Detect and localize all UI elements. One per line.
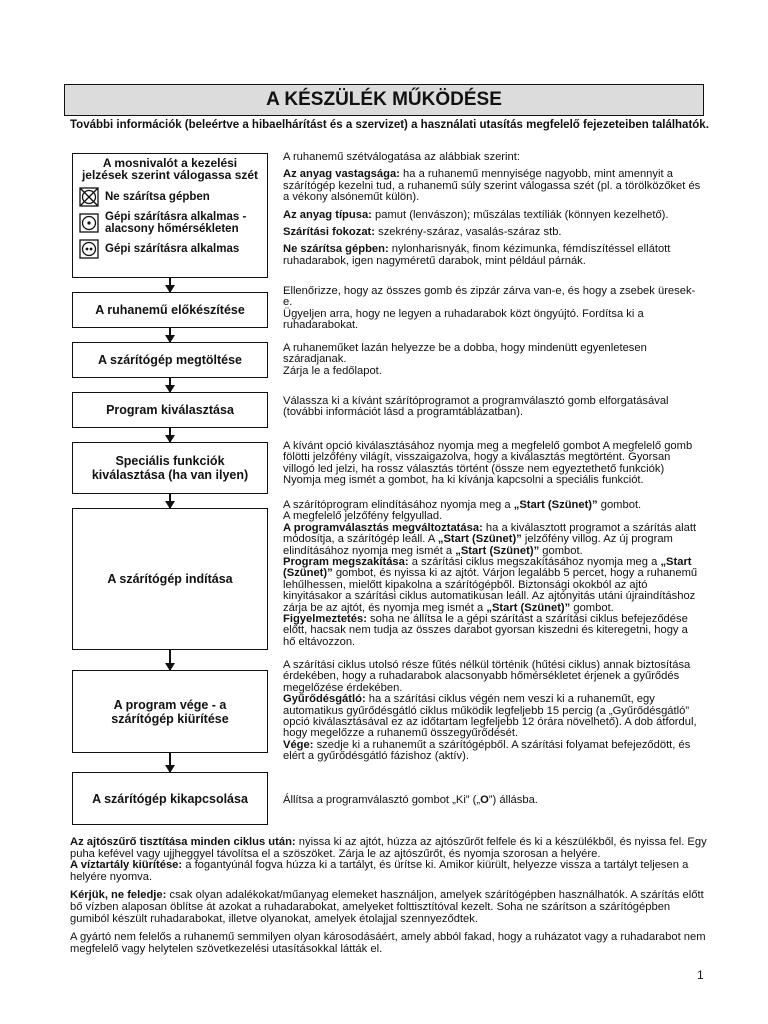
sort-instructions-box (72, 153, 268, 278)
program-line: Válassza ki a kívánt szárítóprogramot a programválasztó gomb elforgatásával (további információt lásd a programtáblázatban). (283, 395, 669, 419)
start-line: A szárítóprogram elindításához nyomja meg a „Start (Szünet)” gombot. (283, 499, 642, 511)
sort-lead: A ruhanemű szétválogatása az alábbiak szerint: (283, 151, 520, 163)
warning: Figyelmeztetés: soha ne állítsa le a gépi szárítást a szárítási ciklus befejeződése előtt, hacsak nem tudja az összes darabot gyorsan kiszedni és kiteregetni, hogy a hő eltávozzon. (283, 613, 688, 648)
switch-off-text (283, 795, 701, 806)
sort-type: Az anyag típusa: pamut (lenvászon); műszálas textíliák (könnyen kezelhető). (283, 208, 669, 221)
change-program: A programválasztás megváltoztatása: ha a kiválasztott programot a szárítás alatt módosítja, a szárítógép leáll. A „Start (Szünet)” jelzőfény villog. Az új program elindításához nyomja meg ismét a „Start (Szünet)” gombot. (283, 521, 697, 557)
sort-thickness: Az anyag vastagsága: ha a ruhanemű mennyisége nagyobb, mint amennyit a szárítógép kezelni tud, a ruhanemű súly szerint válogassa szét (pl. a törölközőket és a vékony alsóneműt külön). (283, 168, 701, 204)
load-line: Zárja le a fedőlapot. (283, 364, 382, 377)
tumble-dry-low-icon (79, 213, 99, 233)
load-line: A ruhaneműket lazán helyezze be a dobba, hogy mindenütt egyenletesen száradjanak. (283, 342, 647, 366)
flow-arrow (169, 328, 171, 342)
step-prepare (72, 292, 268, 328)
flow-arrow (169, 378, 171, 392)
sort-dryness: Szárítási fokozat: szekrény-száraz, vasalás-száraz stb. (283, 226, 562, 239)
sort-do-not-dry: Ne szárítsa gépben: nylonharisnyák, finom kézimunka, fémdíszítéssel ellátott ruhadarabok, igen nagyméretű darabok, mint például párnák. (283, 243, 671, 267)
symbol-label: Ne szárítsa gépben (105, 191, 210, 203)
please-note: Kérjük, ne feledje: csak olyan adalékokat/műanyag elemeket használjon, amelyek szárítógépben használhatók. A szárítás előtt bő vízben alaposan öblítse át azokat a ruhadarabokat, amelyeket folttisztítóval kezelt. Soha ne szárítson a szárítógépben gumiból készült ruhadarabokat, illetve olyanokat, amelyek étolajjal szennyeződtek. (70, 889, 704, 925)
intro-text: További információk (beleértve a hibaelhárítást és a szervizet) a használati utasítás megfelelő fejezeteiben találhatók. (70, 119, 709, 131)
no-tumble-dry-icon (79, 187, 99, 207)
prepare-line: Ellenőrizze, hogy az összes gomb és zipzár zárva van-e, és hogy a zsebek üresek-e. (283, 285, 696, 309)
switch-off-line: Állítsa a programválasztó gombot „Ki” („O”) állásba. (283, 794, 538, 806)
filter-cleaning: Az ajtószűrő tisztítása minden ciklus után: nyissa ki az ajtót, húzza az ajtószűrőt felfele és ki a készülékből, és nyissa fel. Egy puha kefével vagy ujjheggyel távolítsa el a szöszöket. Zárja le az ajtószűrőt, és nyomja szorosan a helyére. (70, 836, 707, 860)
step-label: A ruhanemű előkészítése (95, 303, 245, 317)
step-program (72, 392, 268, 428)
start-line: A megfelelő jelzőfény felgyullad. (283, 510, 443, 523)
flow-arrow (169, 650, 171, 670)
flow-arrow (169, 428, 171, 442)
step-label: A szárítógép megtöltése (97, 353, 242, 367)
end-line: A szárítási ciklus utolsó része fűtés nélkül történik (hűtési ciklus) annak biztosítása érdekében, hogy a ruhadarabok alacsonyabb hőmérsékletet érjenek a gyűrődés megelőzése érdekében. (283, 659, 691, 694)
symbol-row (79, 187, 261, 207)
step-end (72, 670, 268, 753)
step-label: Program kiválasztása (106, 403, 234, 417)
special-text (283, 441, 701, 487)
sort-text (283, 152, 701, 267)
interrupt-program: Program megszakítása: a szárítási ciklus megszakításához nyomja meg a „Start (Szünet)” gombot, és nyissa ki az ajtót. Várjon legalább 5 percet, hogy a ruhanemű lehűlhessen, mielőtt kipakolna a szárítógépből. Biztonsági okokból az ajtó kinyitásakor a szárítási ciklus automatikusan leáll. Az ajtónyitás utáni újraindításhoz zárja be az ajtót, és nyomja meg ismét a „Start (Szünet)” gombot. (283, 556, 698, 614)
prepare-text (283, 286, 701, 332)
step-special (72, 442, 268, 494)
symbol-row (79, 211, 261, 235)
symbol-label: Gépi szárításra alkalmas - alacsony hőmérsékleten (105, 211, 247, 235)
tank-emptying: A víztartály kiürítése: a fogantyúnál fogva húzza ki a tartályt, és ürítse ki. Amikor kiürült, helyezze vissza a tartályt teljesen a helyére nyomva. (70, 859, 689, 883)
tumble-dry-normal-icon (79, 239, 99, 259)
load-text (283, 343, 701, 377)
step-label: A szárítógép kikapcsolása (92, 791, 248, 806)
anti-crease: Gyűrődésgátló: ha a szárítási ciklus végén nem veszi ki a ruhaneműt, egy automatikus gyűrődésgátló ciklus működik legfeljebb 15 percig (a „Gyűrődésgátló” opció kiválasztásával ez az időtartam legfeljebb 12 órára növelhető). A dob átfordul, hogy megelőzze a ruhanemű összegyűrődését. (283, 693, 697, 740)
program-text (283, 396, 701, 419)
step-label: Speciális funkciók kiválasztása (ha van ilyen) (91, 454, 249, 482)
symbol-row (79, 239, 261, 259)
step-switch-off (72, 772, 268, 825)
page-title: A KÉSZÜLÉK MŰKÖDÉSE (64, 84, 704, 116)
step-label: A program vége - a szárítógép kiürítése (111, 697, 229, 726)
end-finish: Vége: szedje ki a ruhaneműt a szárítógépből. A szárítási folyamat befejeződött, és elért a gyűrődésgátló fázishoz (aktív). (283, 738, 691, 763)
end-text (283, 660, 701, 763)
step-start (72, 508, 268, 650)
bottom-notes (70, 837, 710, 962)
flow-arrow (169, 278, 171, 292)
start-text (283, 500, 701, 648)
sort-heading: A mosnivalót a kezelési jelzések szerint válogassa szét (81, 156, 259, 182)
flow-arrow (169, 753, 171, 772)
special-line: A kívánt opció kiválasztásához nyomja meg a megfelelő gombot A megfelelő gomb fölötti jelzőfény világít, visszaigazolva, hogy a kiválasztás megtörtént. Gyorsan villogó led jelzi, ha rossz választás történt (össze nem egyeztethető funkciók) Nyomja meg ismét a gombot, ha ki kívánja kapcsolni a speciális funkciót. (283, 440, 693, 487)
symbol-label: Gépi szárításra alkalmas (105, 243, 240, 255)
prepare-line: Ügyeljen arra, hogy ne legyen a ruhadarabok közt öngyújtó. Fordítsa ki a ruhadarabokat. (283, 307, 644, 332)
step-load (72, 342, 268, 378)
disclaimer: A gyártó nem felelős a ruhanemű semmilyen olyan károsodásáért, amely abból fakad, hogy a ruházatot vagy a ruhadarabot nem megfelelő vagy helytelen szövetkezelési utasításokkal látták el. (70, 931, 706, 955)
step-label: A szárítógép indítása (107, 572, 233, 586)
flow-arrow (169, 494, 171, 508)
page-number: 1 (697, 968, 704, 982)
